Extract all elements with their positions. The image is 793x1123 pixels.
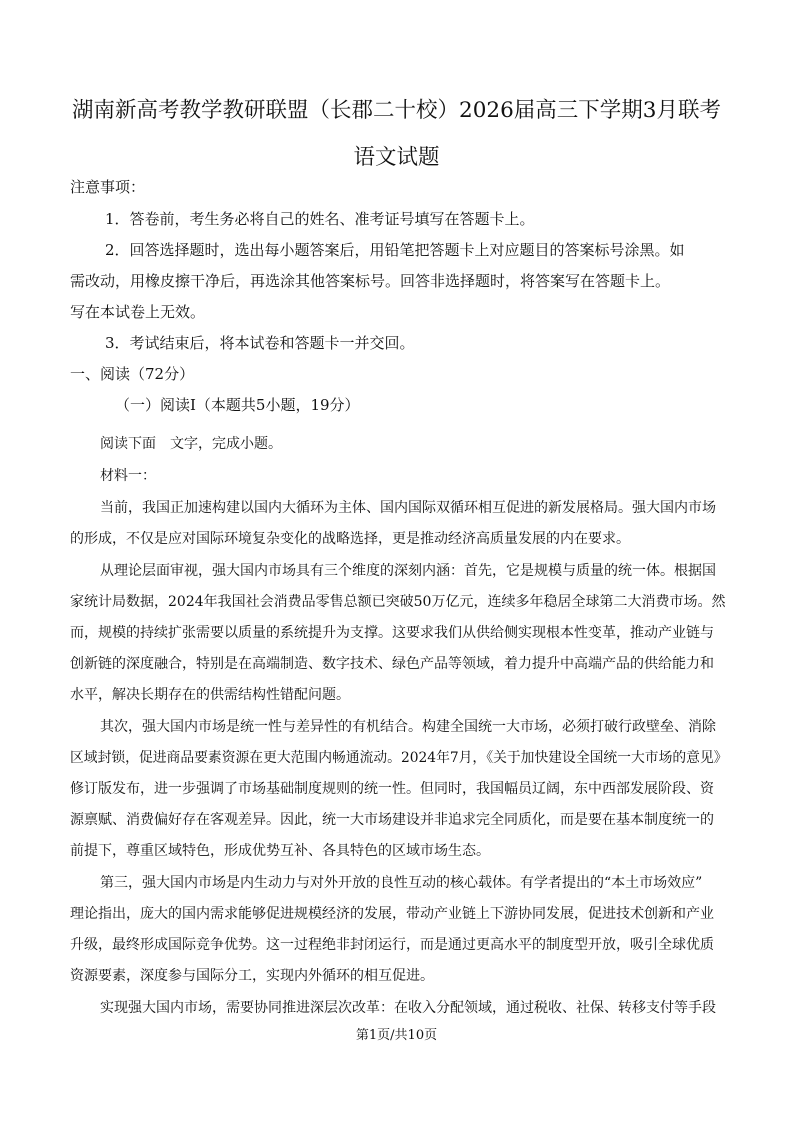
paragraph-1-line-2: 的形成，不仅是应对国际环境复杂变化的战略选择，更是推动经济高质量发展的内在要求。 [70,531,630,547]
paragraph-2-line-5: 水平，解决长期存在的供需结构性错配问题。 [70,687,350,703]
reading-instruction: 阅读下面 文字，完成小题。 [100,436,282,452]
page-number: 第1页/共10页 [355,1028,438,1043]
paragraph-4-line-4: 资源要素，深度参与国际分工，实现内外循环的相互促进。 [70,968,434,984]
exam-title: 湖南新高考教学教研联盟（长郡二十校）2026届高三下学期3月联考 [72,98,721,123]
paragraph-5-line-1: 实现强大国内市场，需要协同推进深层次改革：在收入分配领域，通过税收、社保、转移支付等手段 [100,1000,716,1016]
paragraph-2-line-1: 从理论层面审视，强大国内市场具有三个维度的深刻内涵：首先，它是规模与质量的统一体。根据国 [100,563,716,579]
notice-item-2-line-3: 写在本试卷上无效。 [70,303,206,321]
material-label: 材料一： [100,468,156,484]
paragraph-3-line-4: 源禀赋、消费偏好存在客观差异。因此，统一大市场建设并非追求完全同质化，而是要在基本制度统一的 [70,812,714,828]
notice-item-2-line-2: 需改动，用橡皮擦干净后，再选涂其他答案标号。回答非选择题时，将答案写在答题卡上。 [70,272,671,290]
paragraph-1-line-1: 当前，我国正加速构建以国内大循环为主体、国内国际双循环相互促进的新发展格局。强大国内市场 [100,500,716,516]
paragraph-2-line-4: 创新链的深度融合，特别是在高端制造、数字技术、绿色产品等领域，着力提升中高端产品的供给能力和 [70,656,714,672]
notice-item-2-line-1: 2．回答选择题时，选出每小题答案后，用铅笔把答题卡上对应题目的答案标号涂黑。如 [105,241,685,259]
notice-heading: 注意事项： [70,178,146,196]
paragraph-2-line-3: 而，规模的持续扩张需要以质量的系统提升为支撑。这要求我们从供给侧实现根本性变革，推动产业链与 [70,625,714,641]
paragraph-4-line-3: 升级，最终形成国际竞争优势。这一过程绝非封闭运行，而是通过更高水平的制度型开放，吸引全球优质 [70,937,714,953]
exam-subject: 语文试题 [353,145,440,170]
paragraph-3-line-3: 修订版发布，进一步强调了市场基础制度规则的统一性。但同时，我国幅员辽阔，东中西部发展阶段、资 [70,781,714,797]
notice-item-3: 3．考试结束后，将本试卷和答题卡一并交回。 [105,334,415,352]
paragraph-3-line-5: 前提下，尊重区域特色，形成优势互补、各具特色的区域市场生态。 [70,843,490,859]
paragraph-4-line-2: 理论指出，庞大的国内需求能够促进规模经济的发展，带动产业链上下游协同发展，促进技术创新和产业 [70,906,714,922]
sub-section-heading: （一）阅读Ⅰ（本题共5小题，19分） [115,396,360,414]
notice-item-1: 1．答卷前，考生务必将自己的姓名、准考证号填写在答题卡上。 [105,210,535,228]
paragraph-2-line-2: 家统计局数据，2024年我国社会消费品零售总额已突破50万亿元，连续多年稳居全球第二大消费市场。然 [70,594,726,610]
paragraph-3-line-1: 其次，强大国内市场是统一性与差异性的有机结合。构建全国统一大市场，必须打破行政壁垒、消除 [100,719,716,735]
paragraph-4-line-1: 第三，强大国内市场是内生动力与对外开放的良性互动的核心载体。有学者提出的“本土市场效应” [100,875,703,891]
section-heading: 一、阅读（72分） [70,365,195,383]
paragraph-3-line-2: 区域封锁，促进商品要素资源在更大范围内畅通流动。2024年7月，《关于加快建设全国统一大市场的意见》 [70,750,728,766]
